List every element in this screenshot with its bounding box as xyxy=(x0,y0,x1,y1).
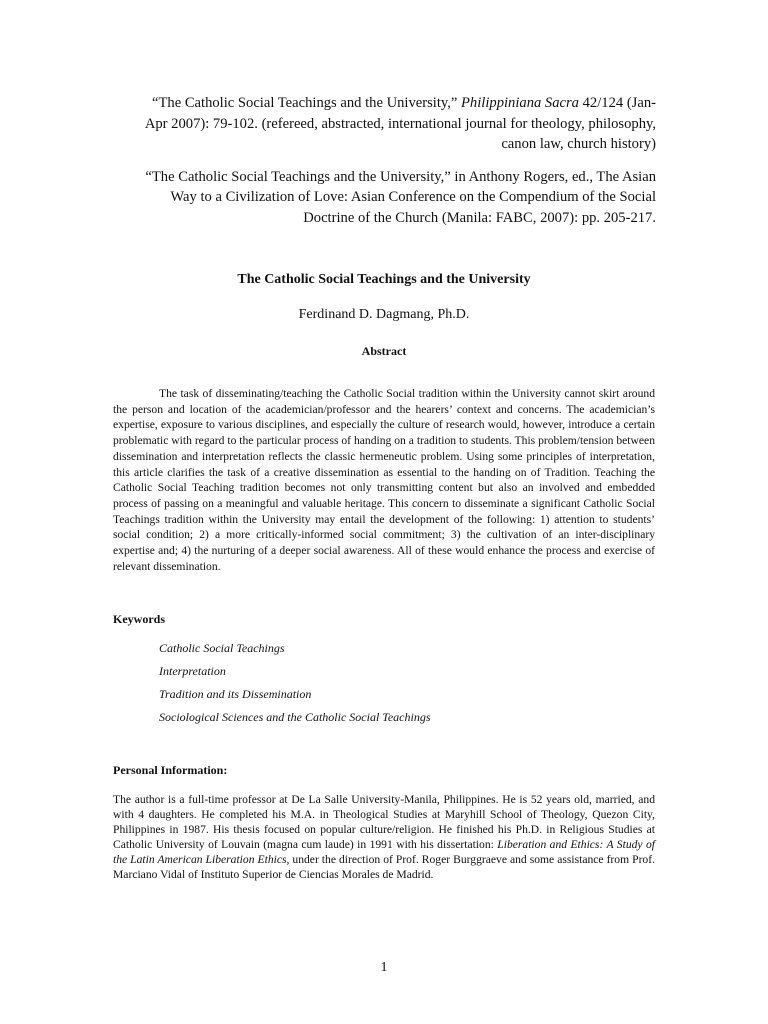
abstract-text: The task of disseminating/teaching the Catholic Social tradition within the University cannot skirt around the person and location of the academician/professor and the hearers’ context and concerns. The academician’s expertise, exposure to various disciplines, and especially the culture of research would, however, introduce a certain problematic with regard to the particular process of handing on a tradition to students. This problem/tension between dissemination and interpretation reflects the classic hermeneutic problem. Using some principles of interpretation, this article clarifies the task of a creative dissemination as essential to the handing on of Tradition. Teaching the Catholic Social Teaching tradition becomes not only transmitting content but also an involved and embedded process of passing on a meaningful and valuable heritage. This concern to disseminate a significant Catholic Social Teachings tradition within the University may entail the development of the following: 1) attention to students’ social condition; 2) a more critically-informed social commitment; 3) the cultivation of an inter-disciplinary expertise and; 4) the nurturing of a deeper social awareness. All of these would enhance the process and exercise of relevant dissemination. xyxy=(113,387,655,573)
citation-1-pre: “The Catholic Social Teachings and the University,” xyxy=(152,95,462,111)
personal-info-heading: Personal Information: xyxy=(113,763,228,777)
citation-1 xyxy=(140,93,656,155)
keyword-item: Tradition and its Dissemination xyxy=(159,687,312,701)
citation-1-journal: Philippiniana Sacra xyxy=(461,95,579,111)
citation-1-post: 42/124 (Jan-Apr 2007): 79-102. (refereed, abstracted, international journal for theology, philosophy, canon law, church history) xyxy=(144,95,656,152)
keyword-item: Catholic Social Teachings xyxy=(159,641,285,655)
keyword-item: Sociological Sciences and the Catholic Social Teachings xyxy=(159,710,431,724)
keyword-item: Interpretation xyxy=(159,664,226,678)
personal-info-post: under the direction of Prof. Roger Burggraeve and some assistance from Prof. Marciano Vidal of Instituto Superior de Ciencias Morales de Madrid. xyxy=(113,853,655,882)
paper-title: The Catholic Social Teachings and the University xyxy=(237,272,531,287)
citation-2: “The Catholic Social Teachings and the University,” in Anthony Rogers, ed., The Asian Way to a Civilization of Love: Asian Conference on the Compendium of the Social Doctrine of the Church (Manila: FABC, 2007): pp. 205-217. xyxy=(145,168,656,226)
personal-info-text xyxy=(113,792,655,883)
keywords-list xyxy=(159,640,431,732)
personal-info-pre: The author is a full-time professor at De La Salle University-Manila, Philippines. He is 52 years old, married, and with 4 daughters. He completed his M.A. in Theological Studies at Maryhill School of Theology, Quezon City, Philippines in 1987. His thesis focused on popular culture/religion. He finished his Ph.D. in Religious Studies at Catholic University of Louvain (magna cum laude) in 1991 with his dissertation: xyxy=(113,793,655,852)
abstract-heading: Abstract xyxy=(361,344,407,358)
author-name: Ferdinand D. Dagmang, Ph.D. xyxy=(298,307,470,322)
dissertation-title: Liberation and Ethics: A Study of the Latin American Liberation Ethics, xyxy=(113,838,656,867)
keywords-heading: Keywords xyxy=(113,612,165,626)
citations-block xyxy=(140,93,656,240)
page-number: 1 xyxy=(380,960,388,975)
